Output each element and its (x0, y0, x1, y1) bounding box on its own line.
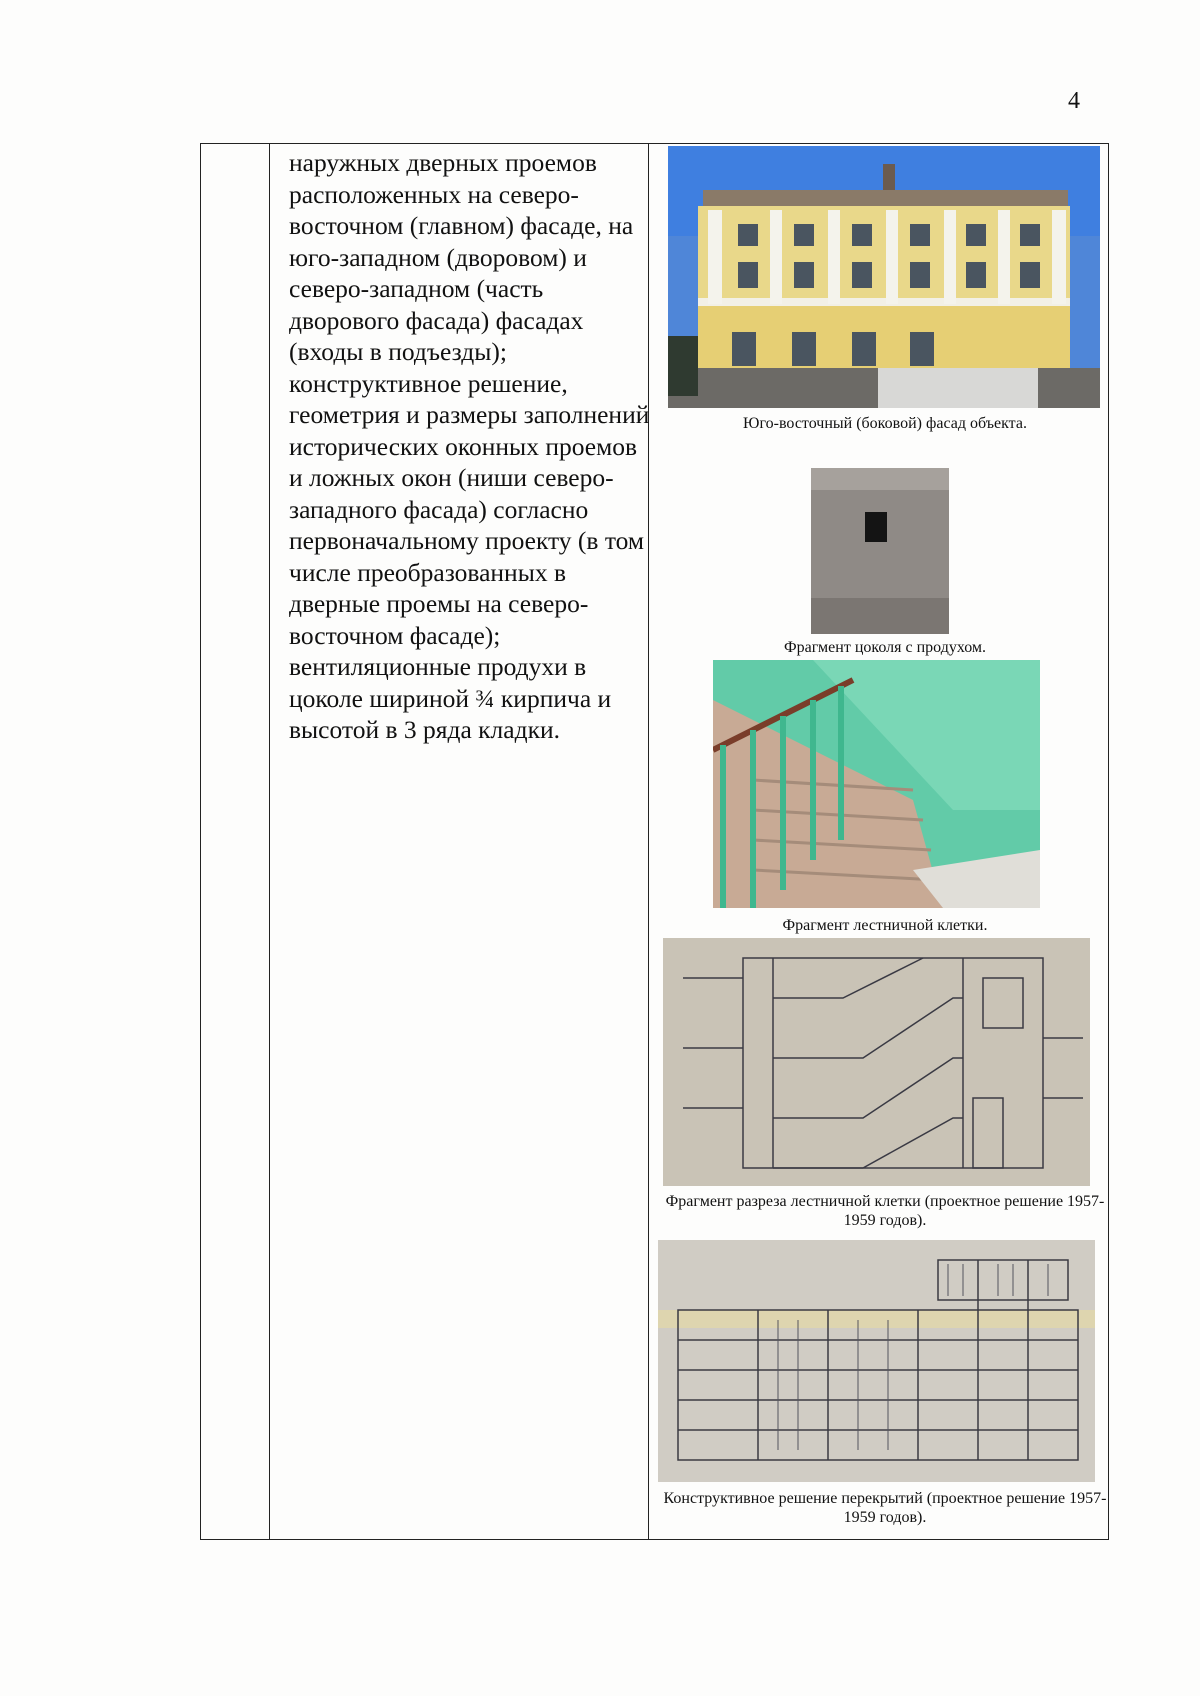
facade-caption: Юго-восточный (боковой) фасад объекта. (743, 415, 1027, 432)
facade-photo (668, 146, 1100, 408)
plinth-caption: Фрагмент цоколя с продухом. (783, 639, 987, 656)
plinth-photo (811, 468, 949, 634)
stairwell-caption: Фрагмент лестничной клетки. (782, 917, 988, 934)
stair-section-drawing (663, 938, 1090, 1186)
table-column-divider-1 (269, 144, 270, 1539)
body-text: наружных дверных проемов расположенных на северо-восточном (главном) фасаде, на юго-западном (дворовом) и северо-западном (часть дворового фасада) фасадах (входы в подъезды); конструктивное решение, геометрия и размеры заполнений исторических оконных проемов и ложных окон (ниши северо-западного фасада) согласно первоначальному проекту (в том числе преобразованных в дверные проемы на северо-восточном фасаде); вентиляционные продухи в цоколе шириной ¾ кирпича и высотой в 3 ряда кладки. (289, 148, 650, 744)
page-number: 4 (1068, 88, 1080, 114)
stairwell-photo (713, 660, 1040, 908)
stair-section-caption: Фрагмент разреза лестничной клетки (проектное решение 1957-1959 годов). (665, 1193, 1105, 1229)
floor-structure-caption: Конструктивное решение перекрытий (проектное решение 1957-1959 годов). (663, 1490, 1107, 1526)
floor-structure-drawing (658, 1240, 1095, 1482)
